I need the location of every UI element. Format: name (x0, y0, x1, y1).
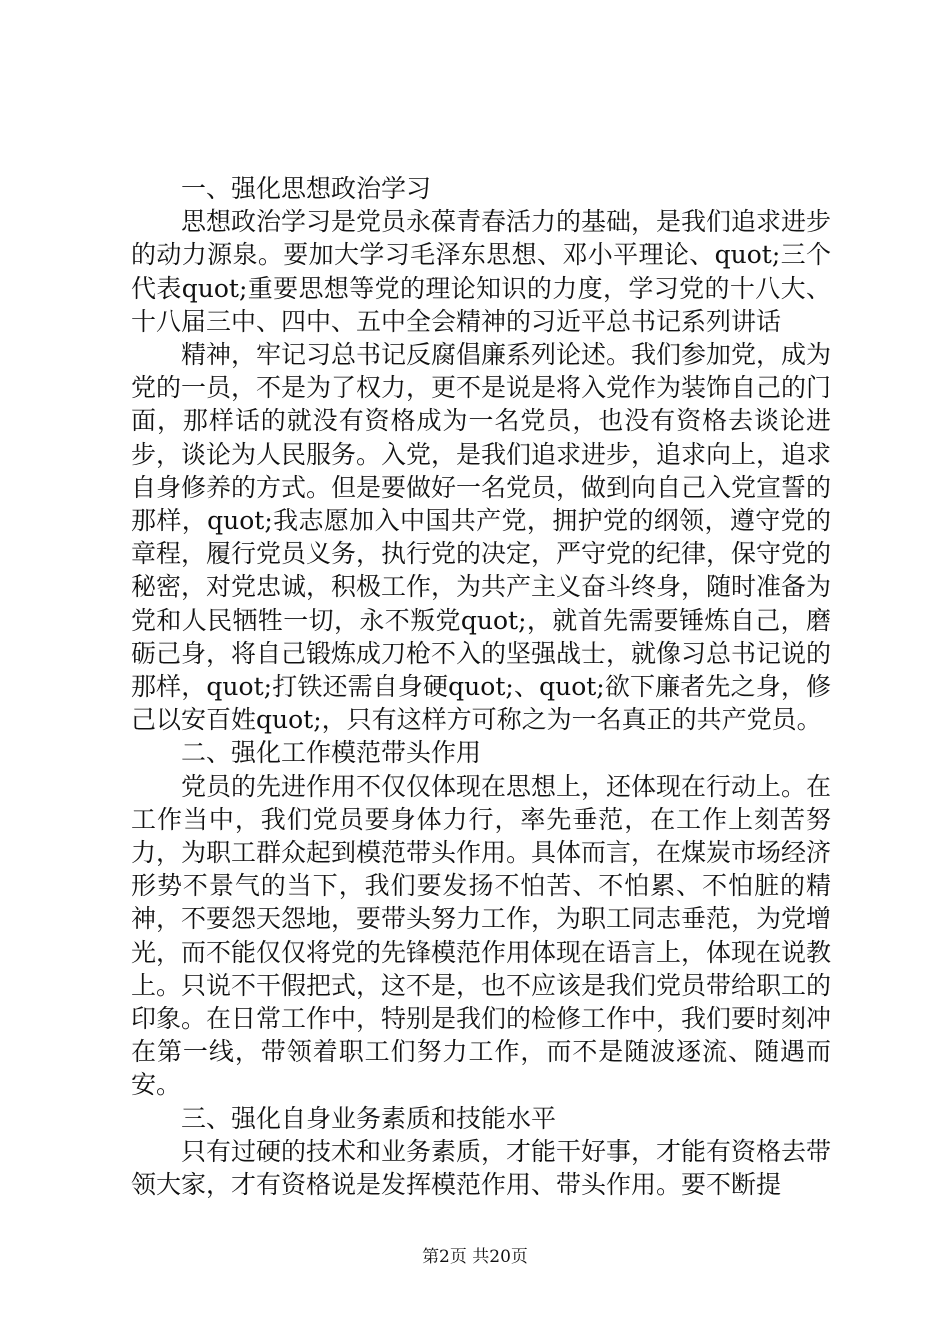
section-heading-1: 一、强化思想政治学习 (181, 174, 432, 203)
body-paragraph-2: 精神，牢记习总书记反腐倡廉系列论述。我们参加党，成为党的一员，不是为了权力，更不是说是将入党作为装饰自己的门面，那样话的就没有资格成为一名党员，也没有资格去谈论进步，谈论为人民服务。入党，是我们追求进步，追求向上，追求自身修养的方式。但是要做好一名党员，做到向自己入党宣誓的那样，quot;我志愿加入中国共产党，拥护党的纲领，遵守党的章程，履行党员义务，执行党的决定，严守党的纪律，保守党的秘密，对党忠诚，积极工作，为共产主义奋斗终身，随时准备为党和人民牺牲一切，永不叛党quot;，就首先需要锤炼自己，磨砺己身，将自己锻炼成刀枪不入的坚强战士，就像习总书记说的那样，quot;打铁还需自身硬quot;、quot;欲下廉者先之身，修己以安百姓quot;，只有这样方可称之为一名真正的共产党员。 (131, 340, 832, 735)
page-number-footer: 第2页 共20页 (422, 1247, 528, 1267)
section-heading-3: 三、强化自身业务素质和技能水平 (181, 1103, 557, 1133)
body-paragraph-1: 思想政治学习是党员永葆青春活力的基础，是我们追求进步的动力源泉。要加大学习毛泽东思想、邓小平理论、quot;三个代表quot;重要思想等党的理论知识的力度，学习党的十八大、十八届三中、四中、五中全会精神的习近平总书记系列讲话 (131, 207, 832, 336)
document-body (131, 172, 831, 1201)
section-heading-2: 二、强化工作模范带头作用 (181, 738, 482, 768)
body-paragraph-3: 党员的先进作用不仅仅体现在思想上，还体现在行动上。在工作当中，我们党员要身体力行，率先垂范，在工作上刻苦努力，为职工群众起到模范带头作用。具体而言，在煤炭市场经济形势不景气的当下，我们要发扬不怕苦、不怕累、不怕脏的精神，不要怨天怨地，要带头努力工作，为职工同志垂范，为党增光，而不能仅仅将党的先锋模范作用体现在语言上，体现在说教上。只说不干假把式，这不是，也不应该是我们党员带给职工的印象。在日常工作中，特别是我们的检修工作中，我们要时刻冲在第一线，带领着职工们努力工作，而不是随波逐流、随遇而安。 (131, 771, 832, 1100)
body-paragraph-4: 只有过硬的技术和业务素质，才能干好事，才能有资格去带领大家，才有资格说是发挥模范作用、带头作用。要不断提 (131, 1136, 832, 1200)
